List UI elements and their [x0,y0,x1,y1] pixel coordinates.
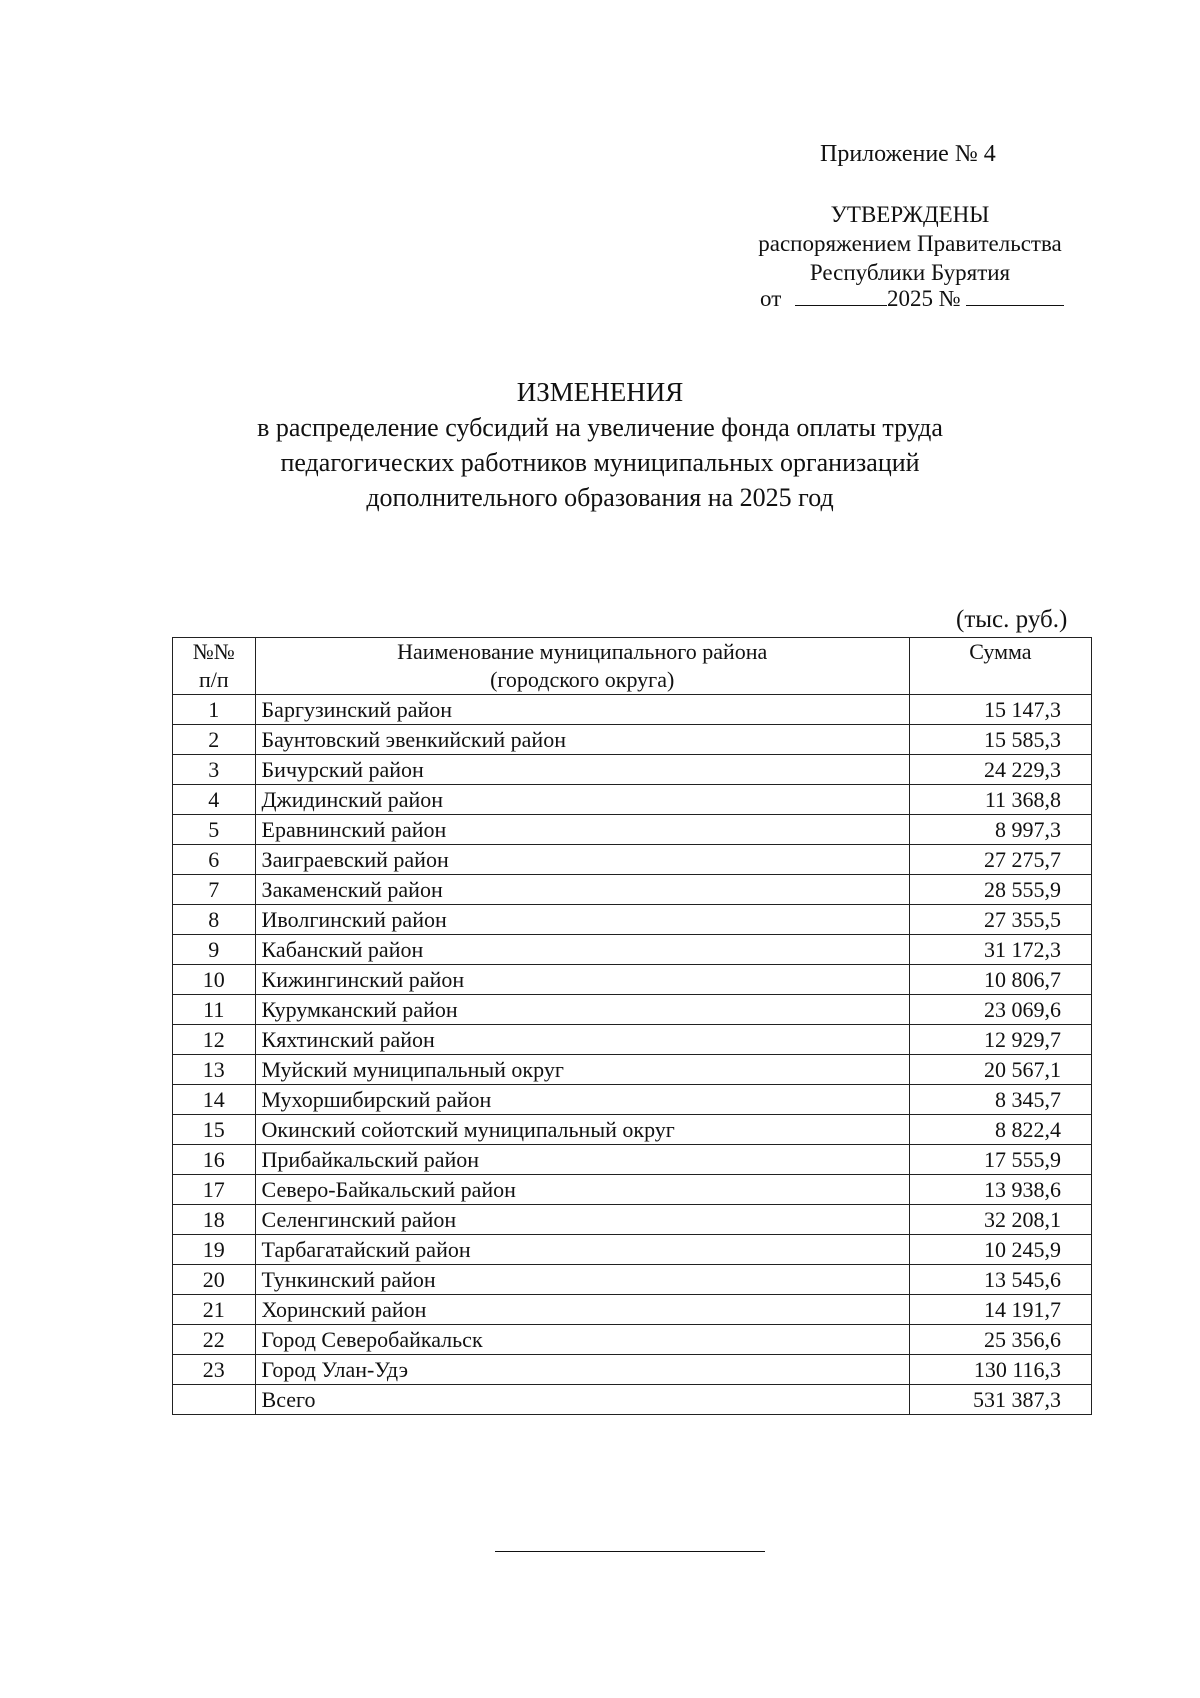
row-name: Хоринский район [255,1295,909,1325]
row-name: Кижингинский район [255,965,909,995]
row-sum: 12 929,7 [909,1025,1091,1055]
row-num: 21 [173,1295,256,1325]
row-name: Заиграевский район [255,845,909,875]
row-num: 22 [173,1325,256,1355]
row-sum: 27 275,7 [909,845,1091,875]
date-prefix: от [760,286,782,311]
table-row [173,1055,1092,1085]
row-name: Закаменский район [255,875,909,905]
row-num: 7 [173,875,256,905]
row-num: 4 [173,785,256,815]
total-num [173,1385,256,1415]
row-num: 2 [173,725,256,755]
table-row [173,1175,1092,1205]
title-main: ИЗМЕНЕНИЯ [516,377,684,407]
row-name: Город Улан-Удэ [255,1355,909,1385]
row-num: 10 [173,965,256,995]
table-row [173,1355,1092,1385]
table-row [173,875,1092,905]
date-year: 2025 № [887,286,961,311]
table-row [173,695,1092,725]
approval-block [740,200,1080,287]
row-num: 17 [173,1175,256,1205]
row-sum: 14 191,7 [909,1295,1091,1325]
header-name [255,638,909,695]
row-sum: 10 245,9 [909,1235,1091,1265]
document-title [150,374,1050,515]
total-sum: 531 387,3 [909,1385,1091,1415]
row-name: Кяхтинский район [255,1025,909,1055]
table-row [173,1085,1092,1115]
row-sum: 8 997,3 [909,815,1091,845]
row-sum: 13 938,6 [909,1175,1091,1205]
table-row [173,785,1092,815]
row-name: Тункинский район [255,1265,909,1295]
row-num: 8 [173,905,256,935]
row-num: 3 [173,755,256,785]
row-num: 20 [173,1265,256,1295]
row-name: Баунтовский эвенкийский район [255,725,909,755]
row-sum: 130 116,3 [909,1355,1091,1385]
row-name: Северо-Байкальский район [255,1175,909,1205]
table-row [173,1265,1092,1295]
row-num: 23 [173,1355,256,1385]
row-num: 19 [173,1235,256,1265]
table-row [173,935,1092,965]
row-sum: 24 229,3 [909,755,1091,785]
table-body [173,695,1092,1415]
row-name: Курумканский район [255,995,909,1025]
total-row [173,1385,1092,1415]
row-name: Селенгинский район [255,1205,909,1235]
row-num: 6 [173,845,256,875]
row-name: Иволгинский район [255,905,909,935]
row-sum: 10 806,7 [909,965,1091,995]
row-name: Тарбагатайский район [255,1235,909,1265]
date-blank [795,287,887,306]
row-sum: 27 355,5 [909,905,1091,935]
row-sum: 8 345,7 [909,1085,1091,1115]
number-blank [966,287,1064,306]
row-num: 14 [173,1085,256,1115]
approved-by-line1: распоряжением Правительства [758,231,1062,256]
table-row [173,1205,1092,1235]
row-sum: 17 555,9 [909,1145,1091,1175]
table-header-row [173,638,1092,695]
row-name: Окинский сойотский муниципальный округ [255,1115,909,1145]
table-row [173,845,1092,875]
header-num-line2: п/п [198,667,229,692]
row-name: Баргузинский район [255,695,909,725]
row-sum: 31 172,3 [909,935,1091,965]
total-label: Всего [255,1385,909,1415]
row-sum: 15 585,3 [909,725,1091,755]
row-num: 12 [173,1025,256,1055]
table-row [173,995,1092,1025]
header-name-line2: (городского округа) [490,667,675,692]
table-row [173,905,1092,935]
subsidy-table [172,637,1092,1415]
table-row [173,1235,1092,1265]
row-name: Бичурский район [255,755,909,785]
table-row [173,1025,1092,1055]
row-sum: 13 545,6 [909,1265,1091,1295]
row-name: Прибайкальский район [255,1145,909,1175]
row-sum: 11 368,8 [909,785,1091,815]
table-row [173,815,1092,845]
row-num: 18 [173,1205,256,1235]
row-name: Джидинский район [255,785,909,815]
row-name: Мухоршибирский район [255,1085,909,1115]
table-row [173,1295,1092,1325]
table-row [173,1115,1092,1145]
table-row [173,1145,1092,1175]
row-sum: 23 069,6 [909,995,1091,1025]
row-num: 9 [173,935,256,965]
row-name: Город Северобайкальск [255,1325,909,1355]
row-sum: 20 567,1 [909,1055,1091,1085]
row-num: 5 [173,815,256,845]
row-name: Муйский муниципальный округ [255,1055,909,1085]
row-num: 11 [173,995,256,1025]
header-num [173,638,256,695]
table-row [173,755,1092,785]
row-sum: 25 356,6 [909,1325,1091,1355]
table-row [173,1325,1092,1355]
row-num: 13 [173,1055,256,1085]
header-sum: Сумма [909,638,1091,695]
row-sum: 8 822,4 [909,1115,1091,1145]
title-line2: педагогических работников муниципальных организаций [280,448,920,477]
row-sum: 28 555,9 [909,875,1091,905]
row-num: 15 [173,1115,256,1145]
title-line1: в распределение субсидий на увеличение фонда оплаты труда [257,413,943,442]
appendix-label: Приложение № 4 [820,141,996,167]
row-sum: 32 208,1 [909,1205,1091,1235]
row-num: 1 [173,695,256,725]
approved-by-line2: Республики Бурятия [809,260,1011,285]
units-label: (тыс. руб.) [956,606,1068,633]
row-name: Кабанский район [255,935,909,965]
row-num: 16 [173,1145,256,1175]
title-line3: дополнительного образования на 2025 год [366,483,834,512]
approved-heading: УТВЕРЖДЕНЫ [830,202,990,227]
table-row [173,725,1092,755]
date-line [760,286,1064,312]
table-row [173,965,1092,995]
row-sum: 15 147,3 [909,695,1091,725]
header-name-line1: Наименование муниципального района [397,639,768,664]
closing-rule [495,1551,765,1552]
header-num-line1: №№ [192,639,235,664]
row-name: Еравнинский район [255,815,909,845]
